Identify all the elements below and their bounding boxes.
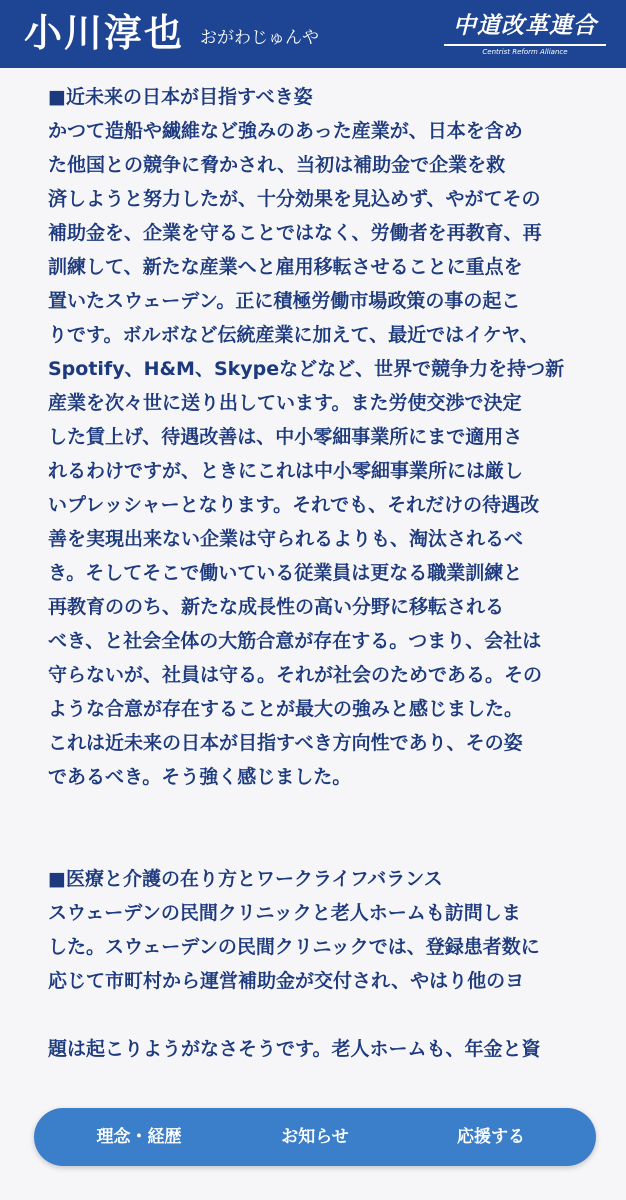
name-reading: おがわじゅんや <box>200 28 319 48</box>
paragraph-line: べき、と社会全体の大筋合意が存在する。つまり、会社は <box>48 630 542 652</box>
paragraph-line: 済しようと努力したが、十分効果を見込めず、やがてその <box>48 188 541 210</box>
section-heading: ■医療と介護の在り方とワークライフバランス <box>48 868 443 890</box>
paragraph-line: 産業を次々世に送り出しています。また労使交渉で決定 <box>48 392 522 414</box>
page-title: 小川淳也 <box>24 11 185 55</box>
paragraph-line: き。そしてそこで働いている従業員は更なる職業訓練と <box>48 562 523 584</box>
bottom-navigation <box>34 1108 596 1166</box>
section-heading: ■近未来の日本が目指すべき姿 <box>48 86 313 108</box>
nav-news[interactable]: お知らせ <box>281 1127 349 1147</box>
logo-subtext: Centrist Reform Alliance <box>482 48 568 56</box>
section-spacer <box>48 794 593 862</box>
paragraph-line: 訓練して、新たな産業へと雇用移転させることに重点を <box>48 256 523 278</box>
nav-philosophy-career[interactable]: 理念・経歴 <box>96 1127 182 1147</box>
paragraph-line: 再教育ののち、新たな成長性の高い分野に移転される <box>48 596 505 618</box>
paragraph-line: 置いたスウェーデン。正に積極労働市場政策の事の起こ <box>48 290 521 312</box>
paragraph-line: これは近未来の日本が目指すべき方向性であり、その姿 <box>48 732 523 754</box>
paragraph-line: Spotify、H&M、Skypeなどなど、世界で競争力を持つ新 <box>48 358 565 380</box>
paragraph-line: 守らないが、社員は守る。それが社会のためである。その <box>48 664 543 686</box>
paragraph-line: スウェーデンの民間クリニックと老人ホームも訪問しま <box>48 902 521 924</box>
paragraph-line: 善を実現出来ない企業は守られるよりも、淘汰されるべ <box>48 528 524 550</box>
article-body <box>48 80 593 1066</box>
paragraph-line: した賃上げ、待遇改善は、中小零細事業所にまで適用さ <box>48 426 523 448</box>
paragraph-line: 題は起こりようがなさそうです。老人ホームも、年金と資 <box>48 1038 541 1060</box>
logo-divider <box>444 44 606 46</box>
paragraph-line: りです。ボルボなど伝統産業に加えて、最近ではイケヤ、 <box>48 324 539 346</box>
paragraph-line: ような合意が存在することが最大の強みと感じました。 <box>48 698 524 720</box>
party-logo[interactable] <box>440 10 610 58</box>
paragraph-line: れるわけですが、ときにこれは中小零細事業所には厳し <box>48 460 524 482</box>
nav-support[interactable]: 応援する <box>457 1127 525 1147</box>
paragraph-line: かつて造船や繊維など強みのあった産業が、日本を含め <box>48 120 523 142</box>
paragraph-line: た他国との競争に脅かされ、当初は補助金で企業を救 <box>48 154 506 176</box>
paragraph-line: 応じて市町村から運営補助金が交付され、やはり他のヨ <box>48 970 525 992</box>
paragraph-line: した。スウェーデンの民間クリニックでは、登録患者数に <box>48 936 540 958</box>
paragraph-line: 補助金を、企業を守ることではなく、労働者を再教育、再 <box>48 222 542 244</box>
site-header <box>0 0 626 68</box>
paragraph-line: であるべき。そう強く感じました。 <box>48 766 352 788</box>
paragraph-line <box>48 998 593 1032</box>
logo-text: 中道改革連合 <box>453 13 597 39</box>
paragraph-line: いプレッシャーとなります。それでも、それだけの待遇改 <box>48 494 540 516</box>
